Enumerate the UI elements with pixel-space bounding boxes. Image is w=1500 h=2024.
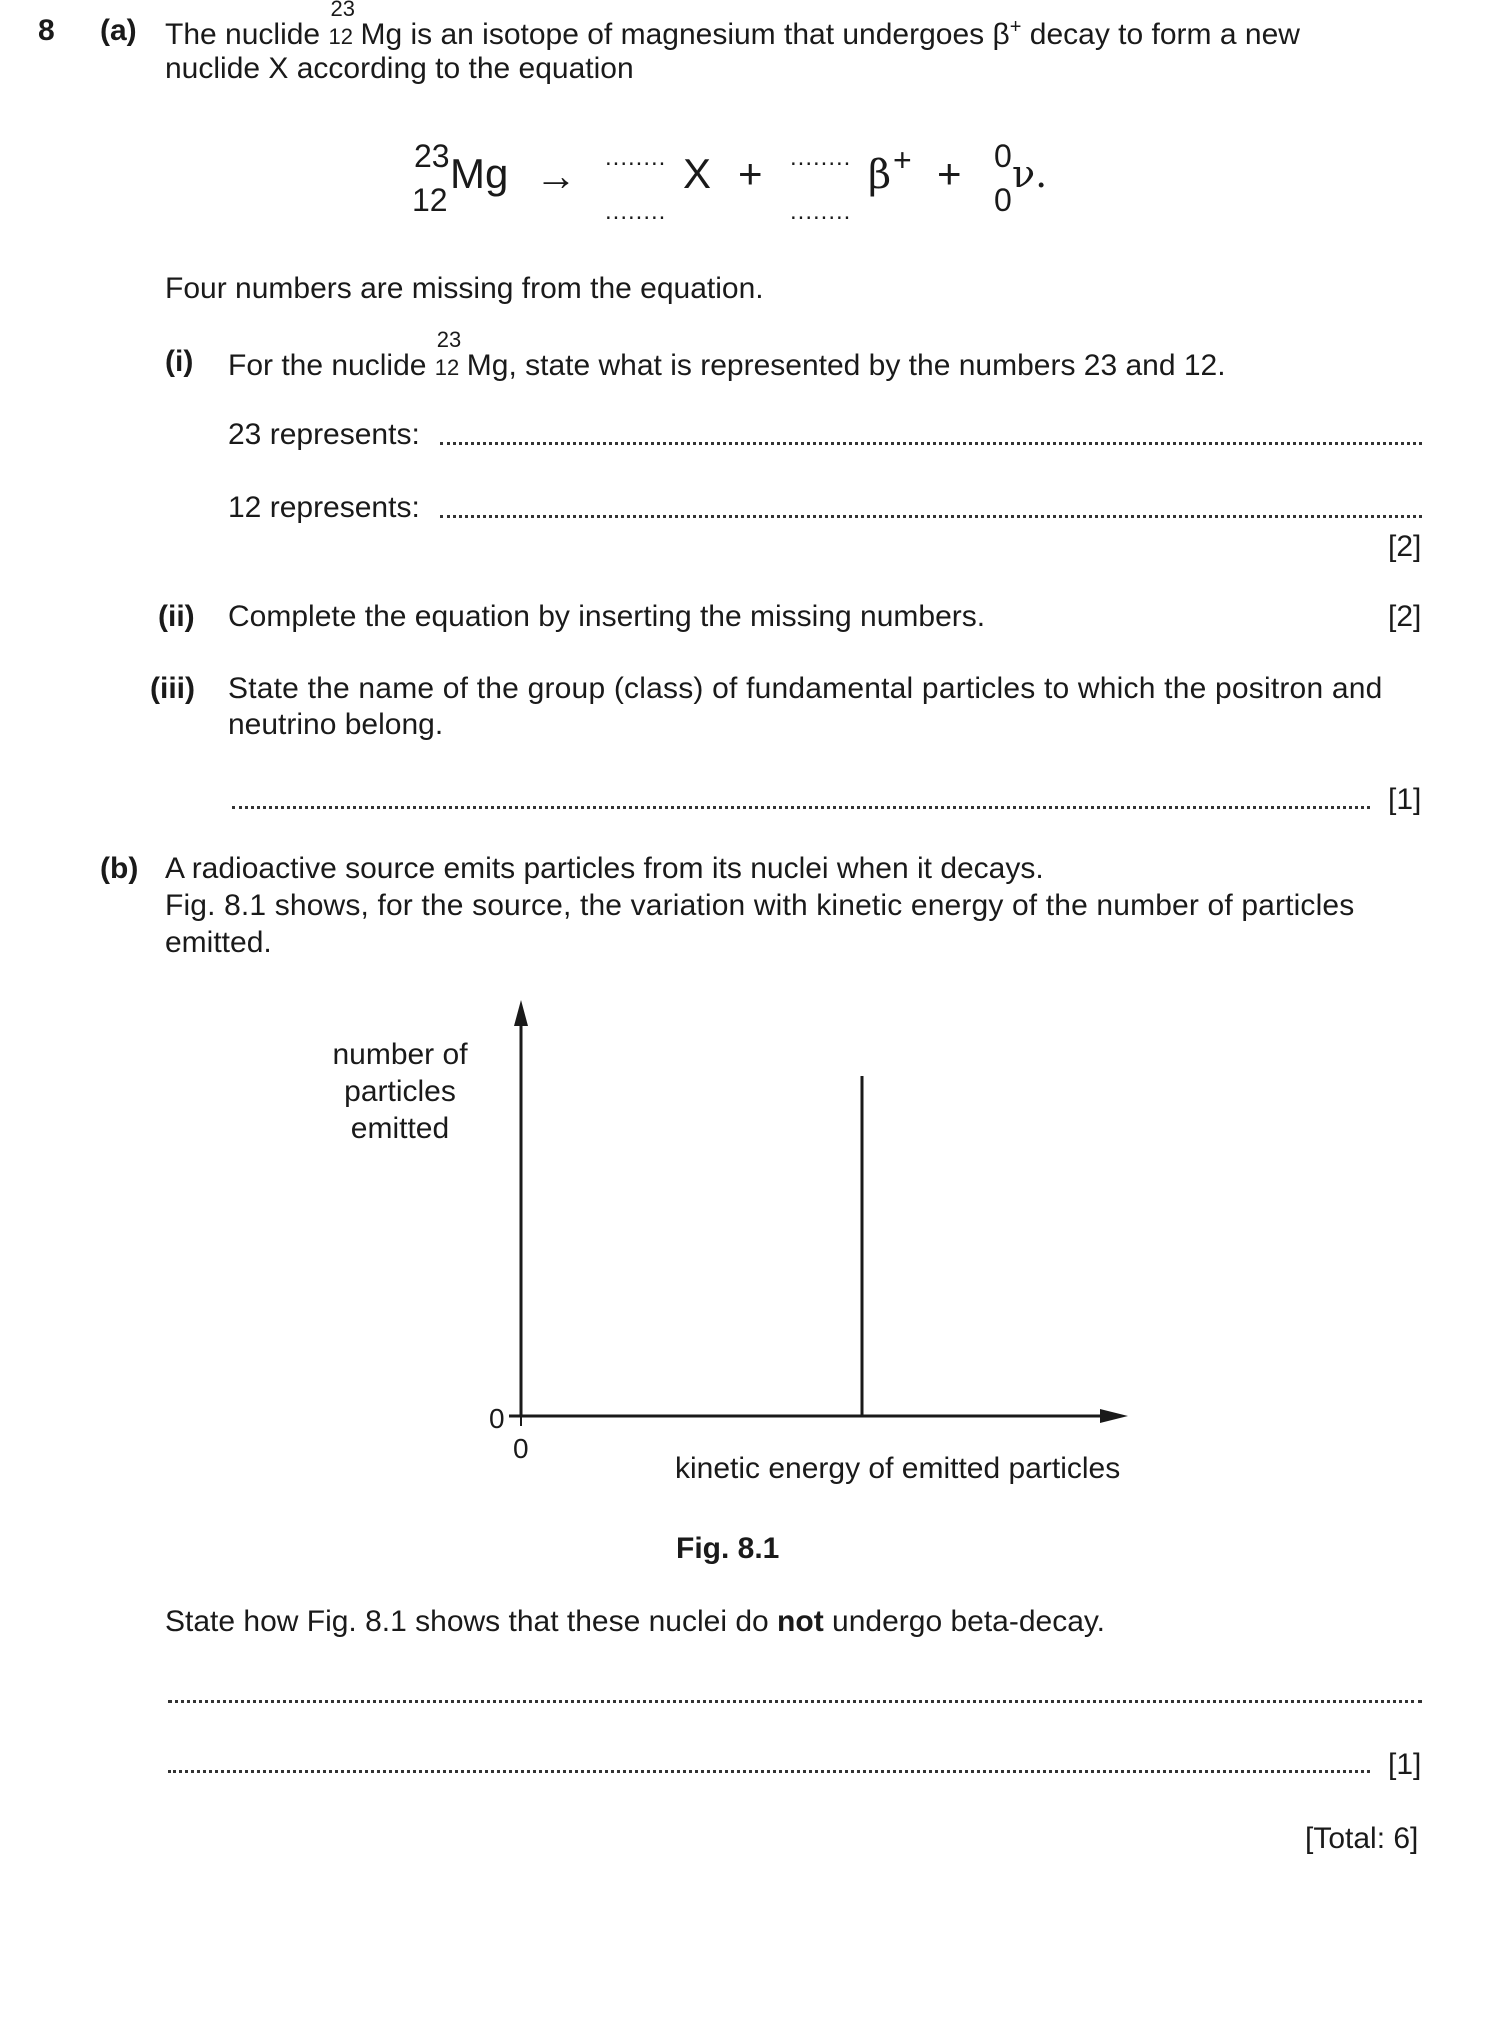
part-i-marks: [2] bbox=[1388, 530, 1422, 563]
total-marks: [Total: 6] bbox=[1305, 1822, 1419, 1855]
x-origin-label: 0 bbox=[513, 1433, 529, 1464]
y-axis-arrow bbox=[514, 1000, 528, 1026]
part-ii-marks: [2] bbox=[1388, 600, 1422, 633]
eq-x-atomic-blank[interactable]: ........ bbox=[605, 198, 667, 225]
part-a-intro-line2: nuclide X according to the equation bbox=[165, 52, 634, 85]
part-a-intro-line1 bbox=[165, 0, 1425, 52]
x-axis-arrow bbox=[1100, 1409, 1128, 1423]
eq-beta-charge: + bbox=[893, 142, 912, 178]
part-b-label: (b) bbox=[100, 852, 139, 885]
part-iii-text-line2: neutrino belong. bbox=[228, 708, 444, 741]
eq-plus-1: + bbox=[738, 150, 763, 197]
eq-beta-symbol: β bbox=[868, 152, 892, 198]
eq-beta-mass-blank[interactable]: ........ bbox=[790, 144, 852, 171]
line-12-label: 12 represents: bbox=[228, 491, 420, 524]
part-b-question bbox=[165, 1605, 1105, 1639]
part-i-text-before: For the nuclide bbox=[228, 349, 427, 382]
line-23-label: 23 represents: bbox=[228, 418, 420, 451]
part-iii-label: (iii) bbox=[150, 672, 195, 705]
intro-before: The nuclide bbox=[165, 18, 321, 51]
answer-line-b-2[interactable] bbox=[168, 1770, 1370, 1773]
answer-line-23[interactable] bbox=[440, 442, 1422, 445]
part-i-text-after: Mg, state what is represented by the numbers 23 and 12. bbox=[466, 349, 1226, 382]
part-i-nuclide: 23 12 bbox=[434, 327, 462, 380]
figure-caption: Fig. 8.1 bbox=[676, 1532, 780, 1565]
eq-nu-atomic: 0 bbox=[994, 182, 1012, 218]
eq-nu-mass: 0 bbox=[994, 138, 1012, 174]
part-ii-label: (ii) bbox=[158, 600, 195, 633]
part-b-question-before: State how Fig. 8.1 shows that these nuclei do bbox=[165, 1605, 769, 1638]
eq-plus-2: + bbox=[937, 150, 962, 197]
eq-mg-atomic: 12 bbox=[412, 182, 448, 218]
eq-beta-atomic-blank[interactable]: ........ bbox=[790, 198, 852, 225]
part-b-question-after: undergo beta-decay. bbox=[832, 1605, 1106, 1638]
part-b-question-bold: not bbox=[777, 1605, 824, 1638]
y-label-line-3: emitted bbox=[350, 1112, 450, 1145]
y-label-line-2: particles bbox=[344, 1075, 456, 1108]
part-b-line2: Fig. 8.1 shows, for the source, the variation with kinetic energy of the number of particles bbox=[165, 889, 1355, 922]
part-b-line1: A radioactive source emits particles from its nuclei when it decays. bbox=[165, 852, 1044, 885]
eq-mg-symbol: Mg bbox=[450, 150, 509, 197]
part-i-text bbox=[228, 327, 1226, 383]
part-b-marks: [1] bbox=[1388, 1748, 1422, 1781]
part-b-line3: emitted. bbox=[165, 926, 272, 959]
question-number: 8 bbox=[38, 14, 55, 47]
part-iii-text-line1: State the name of the group (class) of fundamental particles to which the positron and bbox=[228, 672, 1383, 705]
intro-nuclide: 23 12 bbox=[328, 0, 355, 49]
chart-y-axis-label bbox=[310, 1036, 490, 1147]
intro-end: decay to form a new bbox=[1029, 18, 1300, 51]
y-label-line-1: number of bbox=[332, 1038, 468, 1071]
part-i-label: (i) bbox=[165, 345, 194, 378]
intro-beta-plus: + bbox=[1009, 16, 1022, 38]
answer-line-12[interactable] bbox=[440, 515, 1422, 518]
part-ii-text: Complete the equation by inserting the missing numbers. bbox=[228, 600, 986, 633]
part-iii-marks: [1] bbox=[1388, 783, 1422, 816]
eq-nu-symbol: ν. bbox=[1012, 152, 1048, 196]
missing-note: Four numbers are missing from the equation. bbox=[165, 272, 764, 305]
eq-mg-mass: 23 bbox=[414, 138, 450, 174]
eq-x-symbol: X bbox=[683, 150, 712, 197]
y-origin-label: 0 bbox=[489, 1403, 505, 1434]
chart-x-axis-label: kinetic energy of emitted particles bbox=[675, 1452, 1121, 1485]
eq-arrow: → bbox=[535, 152, 577, 199]
eq-x-mass-blank[interactable]: ........ bbox=[605, 144, 667, 171]
intro-after: Mg is an isotope of magnesium that undergoes β bbox=[360, 18, 1010, 51]
answer-line-b-1[interactable] bbox=[168, 1700, 1422, 1703]
answer-line-iii[interactable] bbox=[232, 806, 1370, 809]
part-a-label: (a) bbox=[100, 14, 137, 47]
